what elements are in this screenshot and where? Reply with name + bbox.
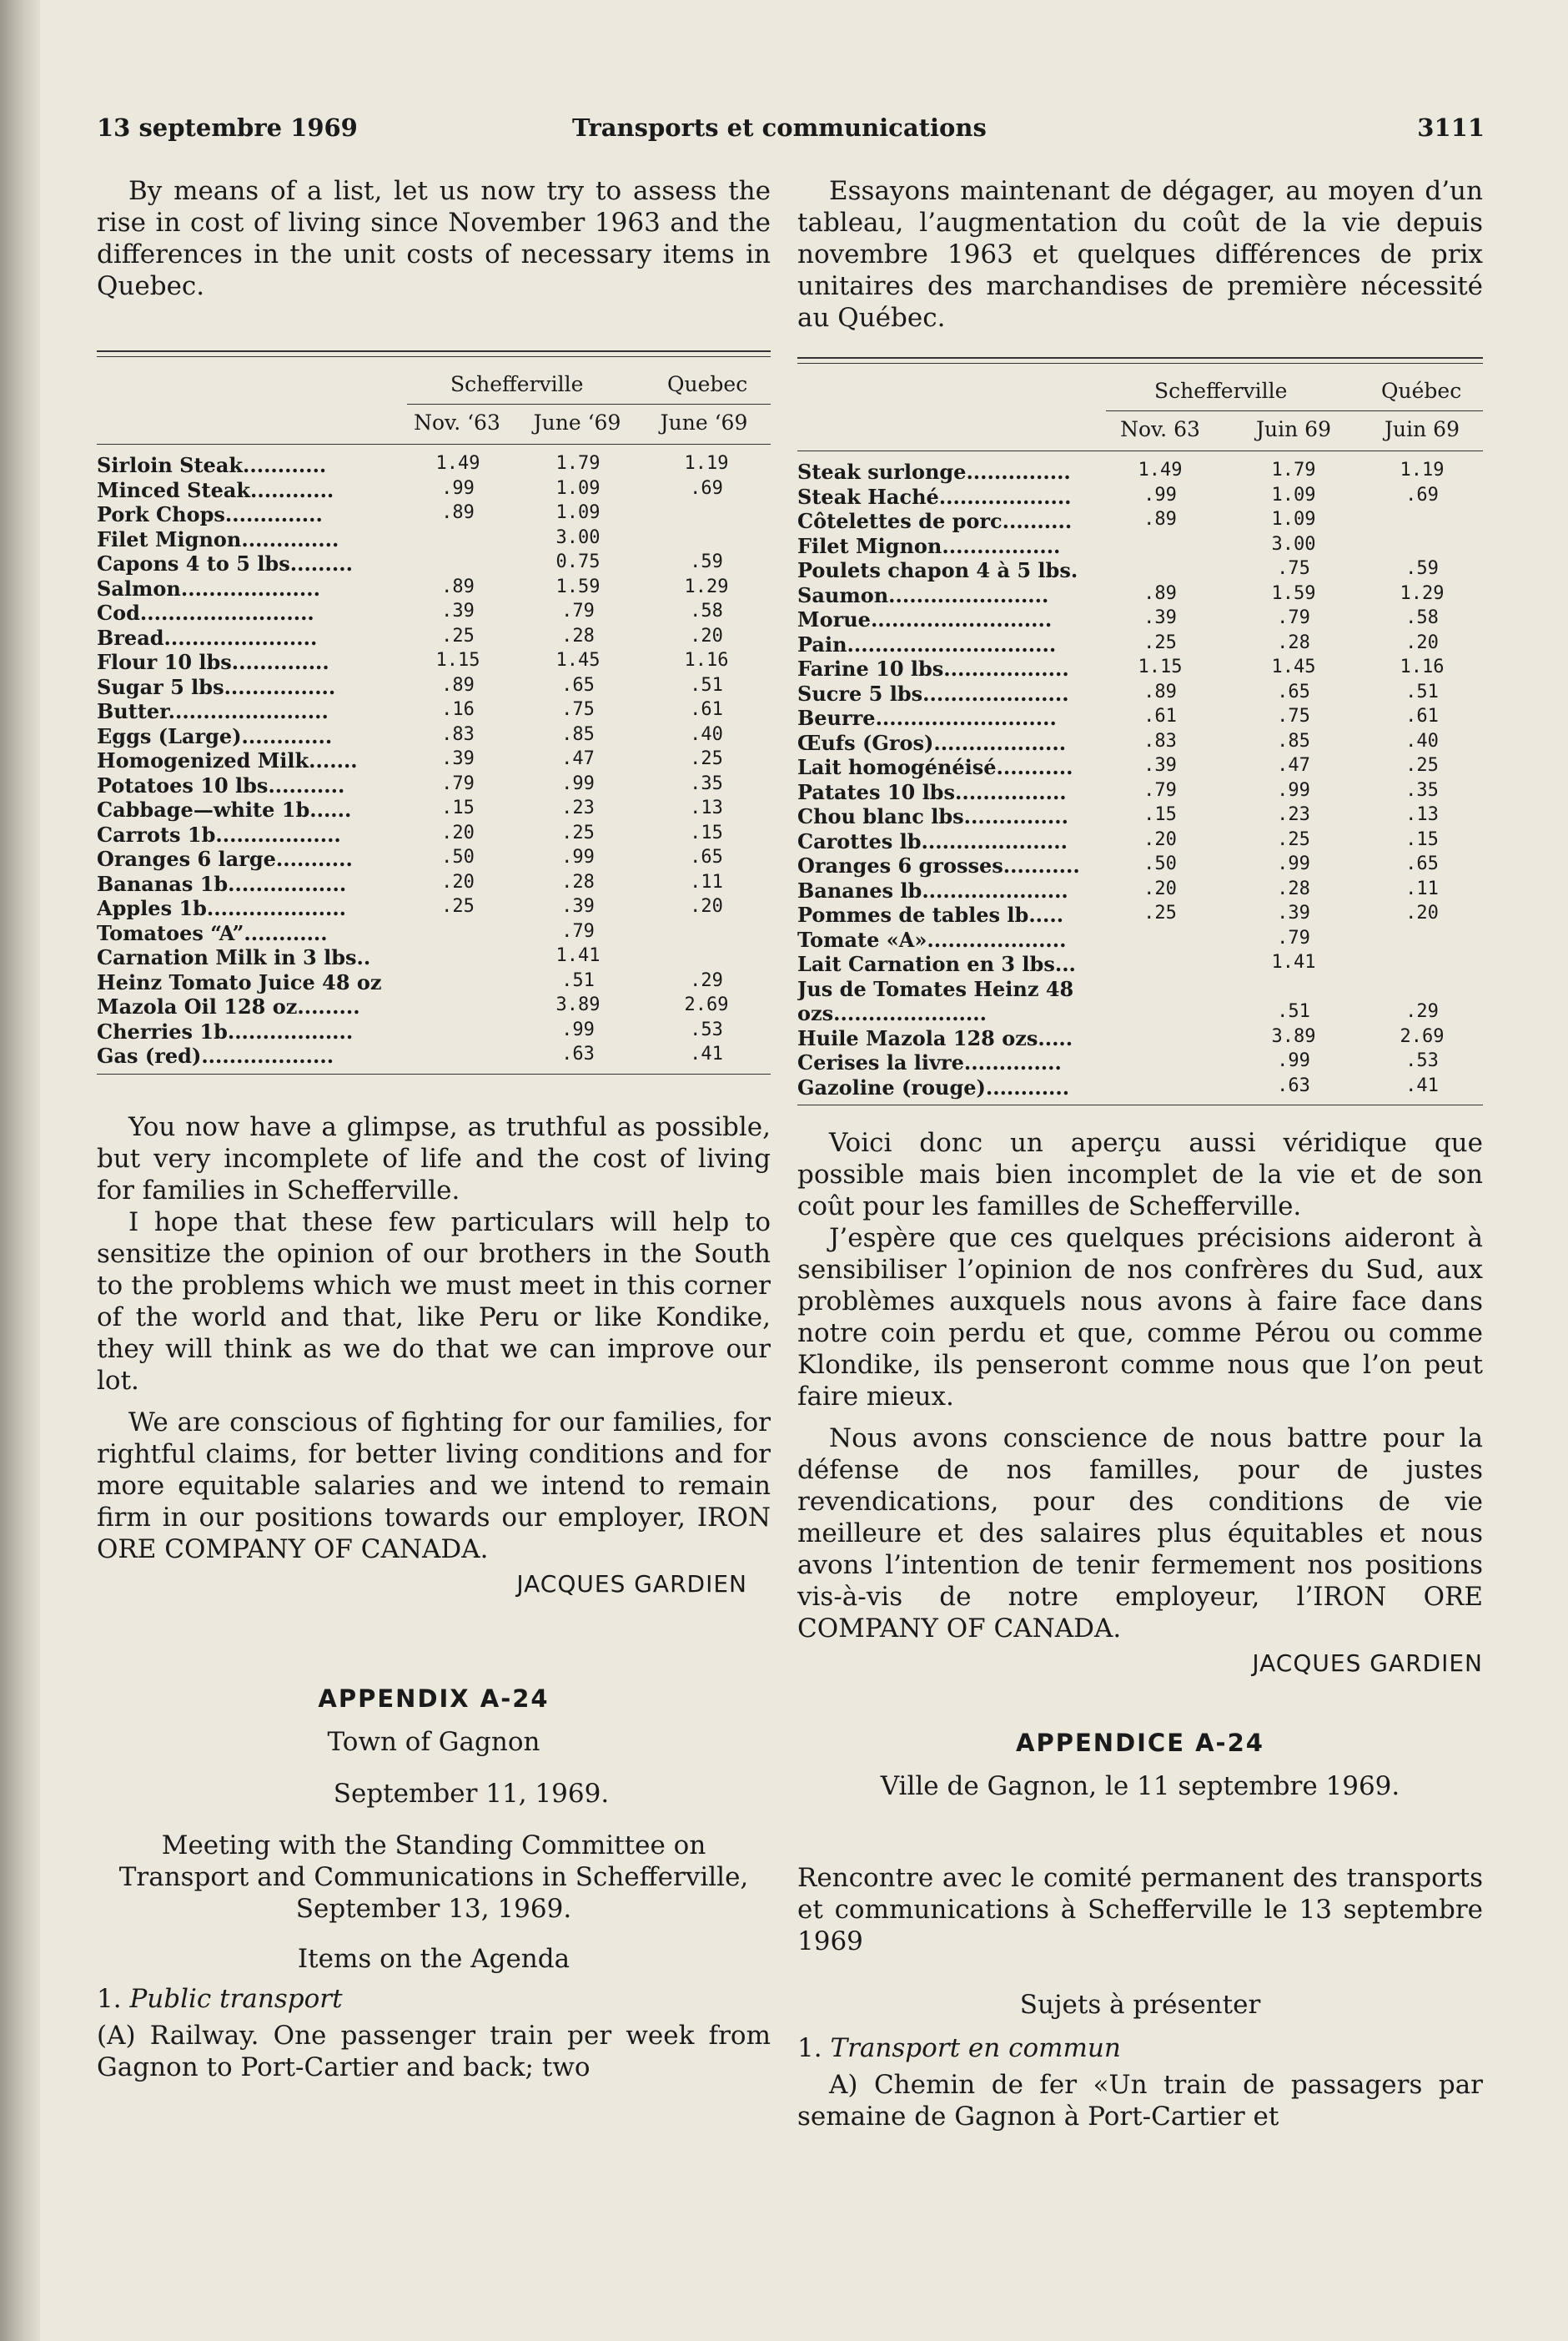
row-item-name: Jus de Tomates Heinz 48 ozs...................... [797, 976, 1074, 1025]
value-june69-quebec: .69 [1405, 484, 1439, 506]
value-nov63: 1.15 [435, 650, 480, 671]
group-header-schefferville-fr: Schefferville [1154, 379, 1288, 403]
value-june69-schefferville: .47 [561, 748, 595, 769]
table-row [97, 650, 771, 675]
value-june69-quebec: .35 [690, 773, 723, 794]
value-june69-schefferville: .63 [1277, 1075, 1310, 1096]
value-nov63: .50 [1143, 853, 1177, 874]
table-row [97, 502, 771, 527]
value-june69-schefferville: .28 [561, 625, 595, 647]
row-item-name: Salmon.................... [97, 576, 320, 601]
row-item-name: Bananes lb..................... [797, 878, 1068, 903]
group-header-quebec-fr: Québec [1381, 379, 1462, 403]
value-nov63: .15 [1143, 804, 1177, 825]
value-june69-schefferville: .99 [561, 847, 595, 868]
table-row [97, 921, 771, 946]
value-nov63: .39 [1143, 607, 1177, 628]
table-row [97, 823, 771, 848]
town-name: Town of Gagnon [327, 1726, 540, 1757]
railway-paragraph: (A) Railway. One passenger train per week from Gagnon to Port-Cartier and back; two [97, 2020, 771, 2082]
group-header-quebec: Quebec [667, 372, 748, 396]
value-june69-schefferville: .65 [1277, 681, 1310, 702]
value-june69-quebec: .11 [690, 871, 723, 893]
value-nov63: .25 [441, 896, 475, 917]
value-nov63: .89 [441, 674, 475, 696]
value-nov63: .89 [1143, 509, 1177, 530]
value-june69-quebec: .35 [1405, 779, 1439, 801]
value-nov63: .83 [441, 723, 475, 745]
table-top-rule-fr [797, 357, 1483, 364]
value-june69-schefferville: 1.09 [1271, 484, 1316, 506]
value-june69-schefferville: .65 [561, 674, 595, 696]
town-date-fr: Ville de Gagnon, le 11 septembre 1969. [880, 1771, 1400, 1801]
value-june69-quebec: .58 [690, 601, 723, 622]
table-row [797, 903, 1483, 928]
col-header-nov63: Nov. ‘63 [414, 410, 500, 435]
value-june69-quebec: .29 [690, 969, 723, 991]
row-item-name: Patates 10 lbs................ [797, 779, 1067, 804]
table-row [797, 804, 1483, 829]
value-june69-schefferville: .25 [561, 822, 595, 843]
row-item-name: Tomate «A».................... [797, 927, 1067, 952]
value-nov63: 1.15 [1138, 657, 1183, 677]
railway-paragraph-fr: A) Chemin de fer «Un train de passagers par semaine de Gagnon à Port-Cartier et [797, 2070, 1483, 2132]
value-june69-schefferville: 1.09 [555, 502, 601, 523]
value-nov63: .61 [1143, 706, 1177, 727]
row-item-name: Bananas 1b................. [97, 871, 347, 896]
meeting-heading-fr: Rencontre avec le comité permanent des transports et communications à Schefferville le 13 septembre 1969 [797, 1863, 1483, 1956]
value-june69-quebec: 1.16 [684, 650, 729, 671]
row-item-name: Morue.......................... [797, 607, 1053, 632]
table-row [797, 952, 1483, 977]
table-row [797, 583, 1483, 608]
table-row [797, 1075, 1483, 1100]
value-nov63: .20 [1143, 878, 1177, 899]
value-june69-quebec: .40 [1405, 730, 1439, 752]
value-june69-quebec: .41 [1405, 1075, 1439, 1096]
table-top-rule [97, 350, 771, 357]
value-june69-quebec: .13 [690, 798, 723, 818]
row-item-name: Bread...................... [97, 625, 318, 650]
paragraph-conscience: Nous avons conscience de nous battre pour la défense de nos familles, pour de justes revendications, pour des conditions de vie meilleure et des salaires plus équitables et nous avons l’intention de tenir fermement nos positions vis-à-vis de notre employeur, l’IRON ORE COMPANY OF CANADA. [797, 1423, 1483, 1644]
value-june69-schefferville: .39 [1277, 903, 1310, 924]
table-row [797, 731, 1483, 756]
table-bottom-rule [97, 1074, 771, 1075]
value-june69-schefferville: .99 [1277, 853, 1310, 874]
value-june69-schefferville: .28 [1277, 632, 1310, 653]
value-june69-schefferville: .99 [561, 773, 595, 794]
value-june69-quebec: .51 [690, 674, 723, 696]
row-item-name: Lait Carnation en 3 lbs... [797, 952, 1076, 976]
value-nov63: .39 [1143, 755, 1177, 776]
paragraph-hope: I hope that these few particulars will help to sensitize the opinion of our brothers in the South to the problems which we must meet in this corner of the world and that, like Peru or like Kondike, they will think as we do that we can improve our lot. [97, 1206, 771, 1396]
row-item-name: Chou blanc lbs............... [797, 804, 1068, 828]
agenda-item-1 [97, 1983, 771, 2015]
row-item-name: Minced Steak............ [97, 477, 334, 502]
value-june69-schefferville: .85 [561, 723, 595, 745]
row-item-name: Beurre.......................... [797, 706, 1057, 730]
table-row [797, 607, 1483, 632]
value-june69-schefferville: .75 [561, 699, 595, 720]
value-june69-schefferville: 1.09 [1271, 509, 1316, 530]
value-june69-schefferville: 3.89 [1271, 1025, 1316, 1047]
col-header-june69-schefferville: June ‘69 [533, 410, 621, 435]
col-header-juin69-quebec: Juin 69 [1385, 417, 1460, 441]
value-june69-schefferville: .28 [561, 871, 595, 893]
table-row [97, 994, 771, 1019]
value-june69-quebec: 1.19 [684, 453, 729, 474]
value-june69-quebec: .61 [1405, 706, 1439, 727]
agenda-item-1-label-fr: Transport en commun [830, 2033, 1121, 2063]
row-item-name: Butter....................... [97, 699, 329, 723]
table-row [797, 534, 1483, 559]
value-june69-schefferville: .51 [1277, 1000, 1310, 1022]
french-column [797, 175, 1483, 2132]
agenda-item-1-number: 1. [97, 1983, 122, 2014]
row-item-name: Cabbage—white 1b...... [97, 798, 352, 822]
header-title: Transports et communications [572, 113, 987, 142]
value-june69-schefferville: 3.00 [555, 526, 601, 548]
row-item-name: Steak surlonge............... [797, 460, 1071, 484]
table-row [797, 485, 1483, 510]
row-item-name: Pommes de tables lb..... [797, 903, 1064, 927]
value-june69-quebec: .65 [690, 847, 723, 868]
value-june69-quebec: 2.69 [684, 994, 729, 1015]
value-june69-schefferville: .39 [561, 896, 595, 917]
table-row [97, 1044, 771, 1069]
value-nov63: .99 [441, 477, 475, 499]
table-body-fr [797, 451, 1483, 1105]
value-june69-quebec: 1.29 [1400, 582, 1445, 604]
book-gutter [0, 0, 40, 2341]
value-nov63: .25 [441, 625, 475, 647]
value-june69-quebec: .53 [1405, 1050, 1439, 1071]
table-header-fr [797, 364, 1483, 451]
english-column [97, 175, 771, 2083]
table-row [797, 657, 1483, 682]
table-row [97, 699, 771, 724]
value-june69-schefferville: .75 [1277, 558, 1310, 579]
value-june69-quebec: .20 [1405, 632, 1439, 653]
group-rule-fr [1106, 410, 1483, 411]
group-header-schefferville: Schefferville [450, 372, 584, 396]
value-june69-schefferville: 1.59 [1271, 582, 1316, 604]
row-item-name: Œufs (Gros)................... [797, 730, 1067, 755]
value-june69-quebec: .59 [690, 551, 723, 572]
group-rule [407, 404, 771, 405]
value-june69-schefferville: .63 [561, 1044, 595, 1065]
value-june69-schefferville: .99 [1277, 1050, 1310, 1071]
table-row [97, 626, 771, 651]
value-june69-schefferville: .79 [561, 920, 595, 942]
price-table-fr [797, 357, 1483, 1105]
value-june69-quebec: .25 [1405, 755, 1439, 776]
row-item-name: Poulets chapon 4 à 5 lbs. [797, 558, 1078, 582]
value-june69-quebec: .65 [1405, 853, 1439, 874]
row-item-name: Flour 10 lbs.............. [97, 650, 329, 674]
table-header [97, 357, 771, 444]
row-item-name: Mazola Oil 128 oz......... [97, 994, 360, 1019]
row-item-name: Filet Mignon................. [797, 533, 1061, 558]
value-nov63: .89 [1143, 681, 1177, 702]
value-june69-schefferville: .79 [1277, 607, 1310, 628]
table-row [97, 748, 771, 773]
value-june69-quebec: .15 [1405, 828, 1439, 850]
row-item-name: Sirloin Steak............ [97, 453, 327, 477]
value-june69-schefferville: 1.79 [555, 453, 601, 474]
value-june69-schefferville: .28 [1277, 878, 1310, 899]
table-row [797, 632, 1483, 657]
value-june69-schefferville: .85 [1277, 730, 1310, 752]
table-row [797, 879, 1483, 904]
table-row [797, 977, 1483, 1026]
value-june69-quebec: 1.19 [1400, 460, 1445, 481]
value-nov63: 1.49 [435, 453, 480, 474]
row-item-name: Carrots 1b.................. [97, 822, 341, 847]
row-item-name: Carottes lb..................... [797, 828, 1068, 853]
value-nov63: .39 [441, 748, 475, 769]
value-june69-schefferville: .75 [1277, 706, 1310, 727]
value-june69-schefferville: .99 [561, 1019, 595, 1040]
row-item-name: Pork Chops.............. [97, 502, 323, 526]
price-table-en [97, 350, 771, 1075]
value-nov63: .20 [441, 822, 475, 843]
value-june69-quebec: .29 [1405, 1000, 1439, 1022]
signature-fr: JACQUES GARDIEN [1252, 1649, 1483, 1677]
row-item-name: Côtelettes de porc.......... [797, 509, 1073, 533]
table-row [97, 773, 771, 798]
table-row [97, 527, 771, 552]
row-item-name: Lait homogénéisé........... [797, 755, 1073, 779]
value-june69-schefferville: 3.00 [1271, 533, 1316, 555]
row-item-name: Heinz Tomato Juice 48 oz [97, 969, 382, 994]
value-nov63: .20 [1143, 828, 1177, 850]
row-item-name: Steak Haché................... [797, 484, 1072, 509]
value-june69-quebec: .25 [690, 748, 723, 769]
table-row [797, 755, 1483, 780]
table-row [797, 706, 1483, 731]
value-june69-schefferville: .79 [1277, 927, 1310, 949]
row-item-name: Capons 4 to 5 lbs......... [97, 551, 353, 576]
value-june69-quebec: 2.69 [1400, 1025, 1445, 1047]
row-item-name: Cherries 1b.................. [97, 1019, 354, 1044]
appendix-title: APPENDIX A-24 [318, 1684, 550, 1713]
value-june69-quebec: .15 [690, 822, 723, 843]
value-june69-schefferville: 1.45 [555, 650, 601, 671]
agenda-item-1-label: Public transport [129, 1983, 343, 2014]
value-nov63: .89 [441, 502, 475, 523]
row-item-name: Saumon....................... [797, 582, 1049, 607]
row-item-name: Tomatoes “A”............ [97, 920, 328, 945]
value-nov63: .83 [1143, 730, 1177, 752]
row-item-name: Apples 1b.................... [97, 896, 347, 920]
agenda-heading: Items on the Agenda [297, 1943, 570, 1974]
table-row [797, 460, 1483, 485]
value-june69-schefferville: 3.89 [555, 994, 601, 1015]
value-june69-quebec: .20 [1405, 903, 1439, 924]
paragraph-apercu: Voici donc un aperçu aussi véridique que possible mais bien incomplet de la vie et de son coût pour les familles de Schefferville. [797, 1128, 1483, 1221]
row-item-name: Pain.............................. [797, 632, 1057, 657]
paragraph-glimpse: You now have a glimpse, as truthful as possible, but very incomplete of life and the cost of living for families in Schefferville. [97, 1111, 771, 1206]
table-row [97, 478, 771, 503]
table-row [797, 1026, 1483, 1051]
table-row [97, 576, 771, 602]
agenda-heading-fr: Sujets à présenter [1019, 1990, 1261, 2020]
agenda-item-1-number-fr: 1. [797, 2033, 822, 2063]
row-item-name: Cerises la livre.............. [797, 1050, 1062, 1075]
value-june69-schefferville: 1.41 [1271, 952, 1316, 973]
row-item-name: Eggs (Large)............. [97, 723, 333, 748]
value-nov63: .15 [441, 798, 475, 818]
table-row [97, 872, 771, 897]
value-june69-schefferville: .51 [561, 969, 595, 991]
row-item-name: Carnation Milk in 3 lbs.. [97, 945, 371, 969]
row-item-name: Cod......................... [97, 601, 314, 625]
table-row [97, 847, 771, 872]
letter-date: September 11, 1969. [333, 1778, 610, 1809]
meeting-heading: Meeting with the Standing Committee on Transport and Communications in Schefferville, September 13, 1969. [118, 1830, 749, 1924]
page-number: 3111 [1417, 113, 1485, 142]
col-header-june69-quebec: June ‘69 [660, 410, 748, 435]
value-nov63: .50 [441, 847, 475, 868]
value-june69-schefferville: 0.75 [555, 551, 601, 572]
table-body [97, 445, 771, 1074]
value-nov63: .39 [441, 601, 475, 622]
table-row [97, 601, 771, 626]
intro-paragraph-fr: Essayons maintenant de dégager, au moyen d’un tableau, l’augmentation du coût de la vie depuis novembre 1963 et quelques différences de prix unitaires des marchandises de première nécessité au Québec. [797, 176, 1483, 333]
signature: JACQUES GARDIEN [516, 1569, 747, 1598]
value-june69-schefferville: .25 [1277, 828, 1310, 850]
appendix-title-fr: APPENDICE A-24 [1016, 1729, 1264, 1757]
value-june69-quebec: .20 [690, 625, 723, 647]
table-row [97, 1019, 771, 1045]
row-item-name: Sugar 5 lbs................ [97, 674, 336, 699]
row-item-name: Gas (red)................... [97, 1044, 334, 1068]
value-june69-schefferville: 1.41 [555, 945, 601, 966]
table-row [797, 558, 1483, 583]
table-row [797, 853, 1483, 879]
header-date: 13 septembre 1969 [97, 113, 358, 142]
table-row [797, 928, 1483, 953]
row-item-name: Oranges 6 large........... [97, 847, 353, 871]
value-june69-quebec: .58 [1405, 607, 1439, 628]
table-row [797, 780, 1483, 805]
table-row [797, 682, 1483, 707]
value-june69-schefferville: .47 [1277, 755, 1310, 776]
value-june69-quebec: 1.29 [684, 576, 729, 597]
value-june69-quebec: .61 [690, 699, 723, 720]
value-nov63: .20 [441, 871, 475, 893]
paragraph-conscious: We are conscious of fighting for our families, for rightful claims, for better living conditions and for more equitable salaries and we intend to remain firm in our positions towards our employer, IRON ORE COMPANY OF CANADA. [97, 1407, 771, 1564]
value-june69-schefferville: .99 [1277, 779, 1310, 801]
table-row [797, 509, 1483, 534]
value-nov63: .25 [1143, 903, 1177, 924]
value-june69-schefferville: .23 [561, 798, 595, 818]
value-nov63: .25 [1143, 632, 1177, 653]
value-june69-quebec: .53 [690, 1019, 723, 1040]
value-june69-quebec: .69 [690, 477, 723, 499]
table-row [797, 829, 1483, 854]
table-row [97, 551, 771, 576]
value-nov63: .79 [441, 773, 475, 794]
value-june69-quebec: .40 [690, 723, 723, 745]
value-june69-quebec: .20 [690, 896, 723, 917]
value-nov63: .89 [441, 576, 475, 597]
value-june69-schefferville: 1.09 [555, 477, 601, 499]
value-june69-schefferville: 1.59 [555, 576, 601, 597]
row-item-name: Farine 10 lbs.................. [797, 657, 1069, 681]
row-item-name: Potatoes 10 lbs........... [97, 773, 345, 798]
table-row [97, 945, 771, 970]
value-june69-quebec: .13 [1405, 804, 1439, 825]
paragraph-espere: J’espère que ces quelques précisions aideront à sensibiliser l’opinion de nos confrères du Sud, aux problèmes auxquels nous avons à faire face dans notre coin perdu et que, comme Pérou ou comme Klondike, ils penseront comme nous que l’on peut faire mieux. [797, 1223, 1483, 1412]
value-nov63: .99 [1143, 484, 1177, 506]
value-june69-quebec: .41 [690, 1044, 723, 1065]
agenda-item-1-fr [797, 2032, 1483, 2064]
row-item-name: Filet Mignon.............. [97, 526, 339, 551]
table-row [797, 1050, 1483, 1075]
value-nov63: .16 [441, 699, 475, 720]
value-nov63: .89 [1143, 582, 1177, 604]
row-item-name: Sucre 5 lbs..................... [797, 681, 1069, 706]
value-june69-quebec: .11 [1405, 878, 1439, 899]
value-june69-schefferville: .23 [1277, 804, 1310, 825]
value-june69-quebec: .51 [1405, 681, 1439, 702]
value-june69-schefferville: 1.79 [1271, 460, 1316, 481]
col-header-juin69-schefferville: Juin 69 [1256, 417, 1331, 441]
table-row [97, 970, 771, 995]
value-nov63: .79 [1143, 779, 1177, 801]
row-item-name: Homogenized Milk....... [97, 748, 358, 773]
row-item-name: Oranges 6 grosses........... [797, 853, 1080, 878]
table-row [97, 724, 771, 749]
running-header [97, 113, 1485, 147]
table-row [97, 453, 771, 478]
value-june69-schefferville: .79 [561, 601, 595, 622]
table-row [97, 798, 771, 823]
intro-paragraph: By means of a list, let us now try to assess the rise in cost of living since November 1963 and the differences in the unit costs of necessary items in Quebec. [97, 176, 771, 301]
col-header-nov63-fr: Nov. 63 [1120, 417, 1200, 441]
value-june69-schefferville: 1.45 [1271, 657, 1316, 677]
row-item-name: Huile Mazola 128 ozs..... [797, 1025, 1073, 1050]
table-row [97, 675, 771, 700]
table-row [97, 896, 771, 921]
value-june69-quebec: 1.16 [1400, 657, 1445, 677]
value-nov63: 1.49 [1138, 460, 1183, 481]
value-june69-quebec: .59 [1405, 558, 1439, 579]
row-item-name: Gazoline (rouge)............ [797, 1075, 1070, 1100]
